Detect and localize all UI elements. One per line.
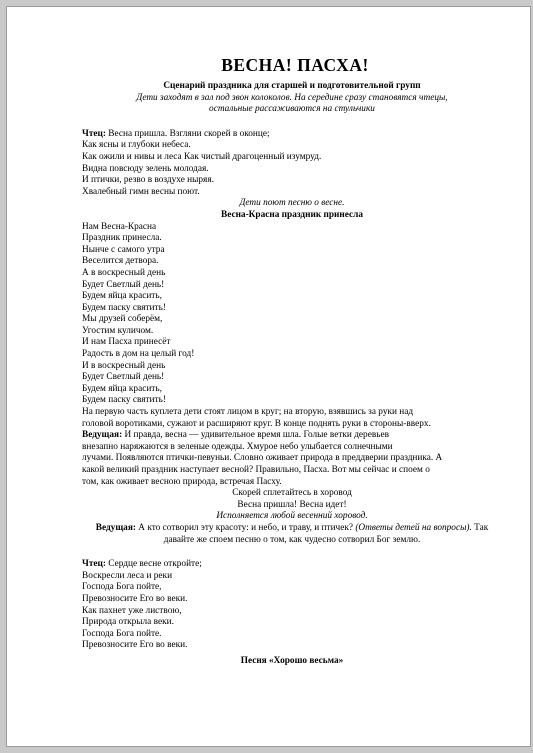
poem2-first-line <box>82 559 502 571</box>
document-page <box>6 6 531 747</box>
intro-line-2: остальные рассаживаются на стульчики <box>209 104 375 115</box>
text-span: Так давайте же споем песню о том, как чудесно сотворил Бог землю. <box>163 522 489 545</box>
song-line: И нам Пасха принесёт <box>82 337 171 348</box>
answer-note: (Ответы детей на вопросы). <box>355 522 472 533</box>
poem-line: Воскресли леса и реки <box>82 570 173 581</box>
poem-line: Как ожили и нивы и леса Как чистый драгоценный изумруд. <box>82 151 322 162</box>
final-song-title: Песня «Хорошо весьма» <box>240 655 344 666</box>
instruction-line: На первую часть куплета дети стоят лицом в круг; на вторую, взявшись за руки над <box>82 407 414 418</box>
speaker-label: Ведущая: <box>82 430 123 441</box>
poem-line: Природа открыла веки. <box>82 617 174 628</box>
poem-line: Превозносите Его во веки. <box>82 640 188 651</box>
document-content <box>82 55 502 668</box>
song-title: Весна-Красна праздник принесла <box>221 209 363 220</box>
page-subtitle: Сценарий праздника для старшей и подготовительной групп <box>163 81 421 91</box>
round-note: Исполняется любой весенний хоровод. <box>216 511 368 522</box>
poem-line: И птички, резво в воздухе ныряя. <box>82 175 214 186</box>
poem-line: Превозносите Его во веки. <box>82 593 188 604</box>
poem1-first-line <box>82 129 502 141</box>
poem-line: Господа Бога пойте, <box>82 582 162 593</box>
round-line: Скорей сплетайтесь в хоровод <box>232 488 352 499</box>
song-line: Мы друзей соберём, <box>82 314 163 325</box>
song-note: Дети поют песню о весне. <box>239 198 345 209</box>
song-line: А в воскресный день <box>82 267 166 278</box>
text-line: внезапно наряжаются в зеленые одежды. Хмурое небо улыбается солнечными <box>82 441 393 452</box>
intro-line-1: Дети заходят в зал под звон колоколов. На середине сразу становятся чтецы, <box>136 92 448 103</box>
song-line: Радость в дом на целый год! <box>82 349 195 360</box>
song-line: Праздник принесла. <box>82 233 162 244</box>
poem-line: Как пахнет уже листвою, <box>82 605 182 616</box>
song-line: Будем паску святить! <box>82 302 166 313</box>
song-line: Угостим куличом. <box>82 325 154 336</box>
lead2-paragraph <box>82 523 502 546</box>
poem-line: Видна повсюду зелень молодая. <box>82 163 209 174</box>
song-line: Будет Светлый день! <box>82 279 165 290</box>
lead1-first-line <box>82 430 502 442</box>
song-line: Нам Весна-Красна <box>82 221 157 232</box>
poem-line: Как ясны и глубоки небеса. <box>82 140 191 151</box>
poem-line: Господа Бога пойте. <box>82 628 162 639</box>
song-line: И в воскресный день <box>82 360 166 371</box>
song-line: Веселится детвора. <box>82 256 159 267</box>
instruction-line: головой воротиками, сужают и расширяют круг. В конце поднять руки в стороны-вверх. <box>82 418 431 429</box>
speaker-label: Чтец: <box>82 559 106 570</box>
poem-line: Хвалебный гимн весны поют. <box>82 186 200 197</box>
song-line: Будем паску святить! <box>82 395 166 406</box>
speaker-label: Ведущая: <box>95 522 136 533</box>
page-title: ВЕСНА! ПАСХА! <box>221 55 369 75</box>
text-line: лучами. Появляются птички-певуньи. Словно оживает природа в преддверии праздника. А <box>82 453 443 464</box>
song-line: Будет Светлый день! <box>82 372 165 383</box>
song-line: Нынче с самого утра <box>82 244 165 255</box>
text-line: какой великий праздник наступает весной? Правильно, Пасха. Вот мы сейчас и споем о <box>82 465 430 475</box>
speaker-label: Чтец: <box>82 128 106 139</box>
text-line: И правда, весна — удивительное время шла. Голые ветки деревьев <box>122 430 389 441</box>
poem-line: Сердце весне откройте; <box>105 559 202 570</box>
text-line: том, как оживает весною природа, встречая Пасху. <box>82 476 282 487</box>
poem-line: Весна пришла. Взгляни скорей в оконце; <box>105 128 270 139</box>
text-span: А кто сотворил эту красоту: и небо, и траву, и птичек? <box>135 522 356 533</box>
round-line: Весна пришла! Весна идет! <box>237 499 347 510</box>
song-line: Будем яйца красить, <box>82 383 162 394</box>
song-line: Будем яйца красить, <box>82 291 162 302</box>
